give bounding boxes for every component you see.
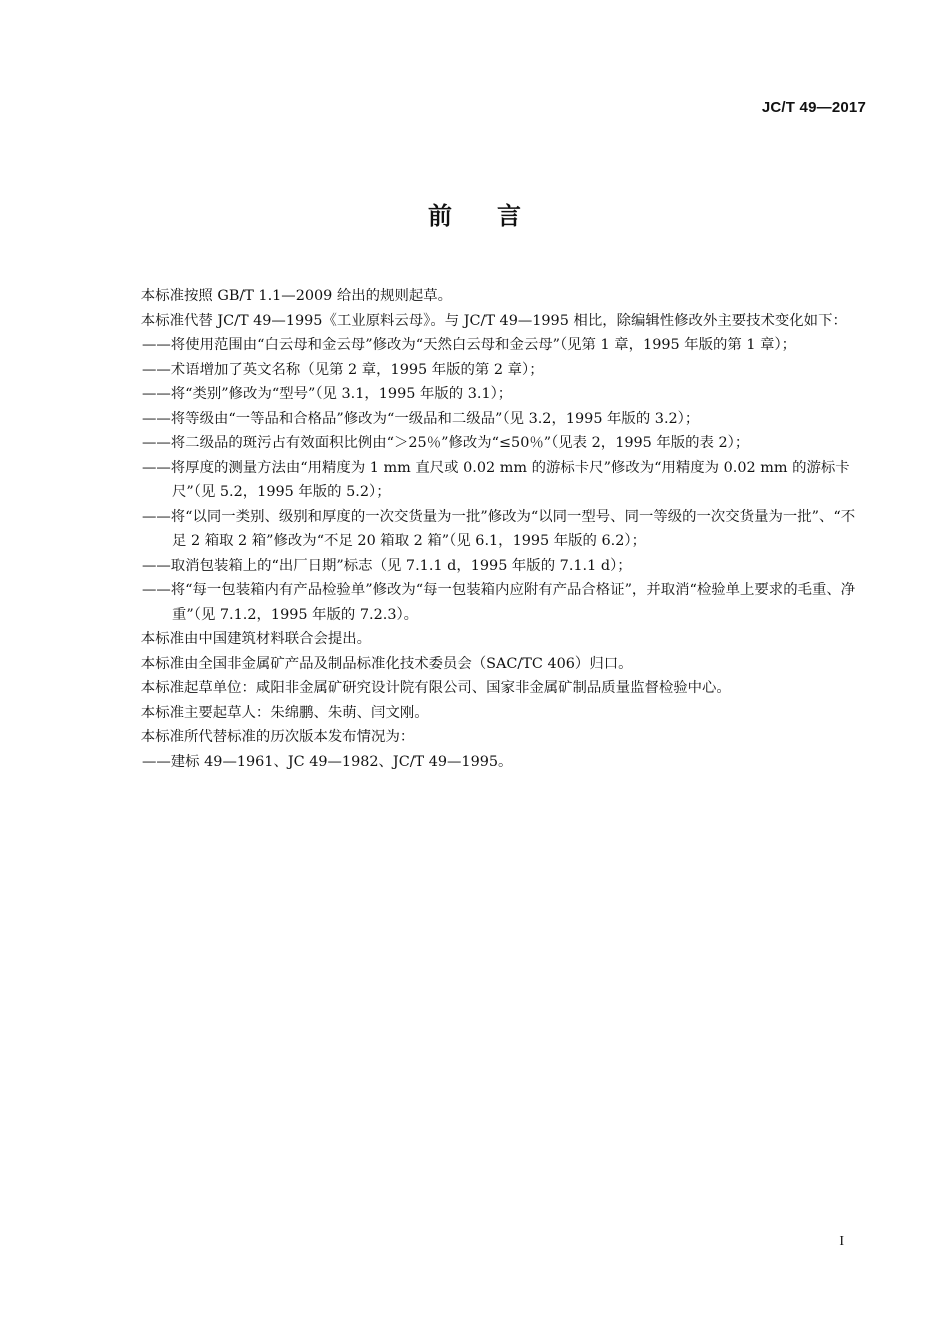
title-char-1: 前 <box>428 202 453 230</box>
change-item-type: ——将“类别”修改为“型号”（见 3.1，1995 年版的 3.1）； <box>142 386 513 402</box>
foreword-body <box>112 284 866 774</box>
page-number: I <box>839 1234 844 1249</box>
change-item-terms: ——术语增加了英文名称（见第 2 章，1995 年版的第 2 章）； <box>142 361 544 378</box>
change-item-date-mark: ——取消包装箱上的“出厂日期”标志（见 7.1.1 d，1995 年版的 7.1.1 d）； <box>142 557 632 574</box>
page-title <box>0 196 950 231</box>
history-item: ——建标 49—1961、JC 49—1982、JC/T 49—1995。 <box>142 753 513 770</box>
paragraph-history-intro: 本标准所代替标准的历次版本发布情况为： <box>140 729 415 745</box>
title-char-2: 言 <box>497 202 522 230</box>
change-item-thickness-method: ——将厚度的测量方法由“用精度为 1 mm 直尺或 0.02 mm 的游标卡尺”修改为“用精度为 0.02 mm 的游标卡尺”（见 5.2，1995 年版的 5.2）； <box>142 459 850 500</box>
standard-code: JC/T 49—2017 <box>761 99 866 116</box>
paragraph-drafters: 本标准主要起草人：朱绵鹏、朱萌、闫文刚。 <box>140 704 429 721</box>
paragraph-proposer: 本标准由中国建筑材料联合会提出。 <box>140 631 372 647</box>
paragraph-committee: 本标准由全国非金属矿产品及制品标准化技术委员会（SAC/TC 406）归口。 <box>140 655 633 672</box>
change-item-batch: ——将“以同一类别、级别和厚度的一次交货量为一批”修改为“以同一型号、同一等级的一次交货量为一批”、“不足 2 箱取 2 箱”修改为“不足 20 箱取 2 箱”（见 6.1，1995 年版的 6.2）； <box>142 508 856 549</box>
paragraph-drafting-rules: 本标准按照 GB/T 1.1—2009 给出的规则起草。 <box>140 288 453 304</box>
change-item-grade: ——将等级由“一等品和合格品”修改为“一级品和二级品”（见 3.2，1995 年版的 3.2）； <box>142 410 700 427</box>
change-item-scope: ——将使用范围由“白云母和金云母”修改为“天然白云母和金云母”（见第 1 章，1995 年版的第 1 章）； <box>142 337 797 353</box>
change-item-stain-ratio: ——将二级品的斑污占有效面积比例由“＞25％”修改为“≤50％”（见表 2，1995 年版的表 2）； <box>142 435 750 451</box>
change-item-certificate: ——将“每一包装箱内有产品检验单”修改为“每一包装箱内应附有产品合格证”，并取消“检验单上要求的毛重、净重”（见 7.1.2，1995 年版的 7.2.3）。 <box>142 582 856 623</box>
paragraph-replacement: 本标准代替 JC/T 49—1995《工业原料云母》。与 JC/T 49—1995 相比，除编辑性修改外主要技术变化如下： <box>140 312 847 329</box>
paragraph-drafting-units: 本标准起草单位：咸阳非金属矿研究设计院有限公司、国家非金属矿制品质量监督检验中心。 <box>140 680 731 696</box>
